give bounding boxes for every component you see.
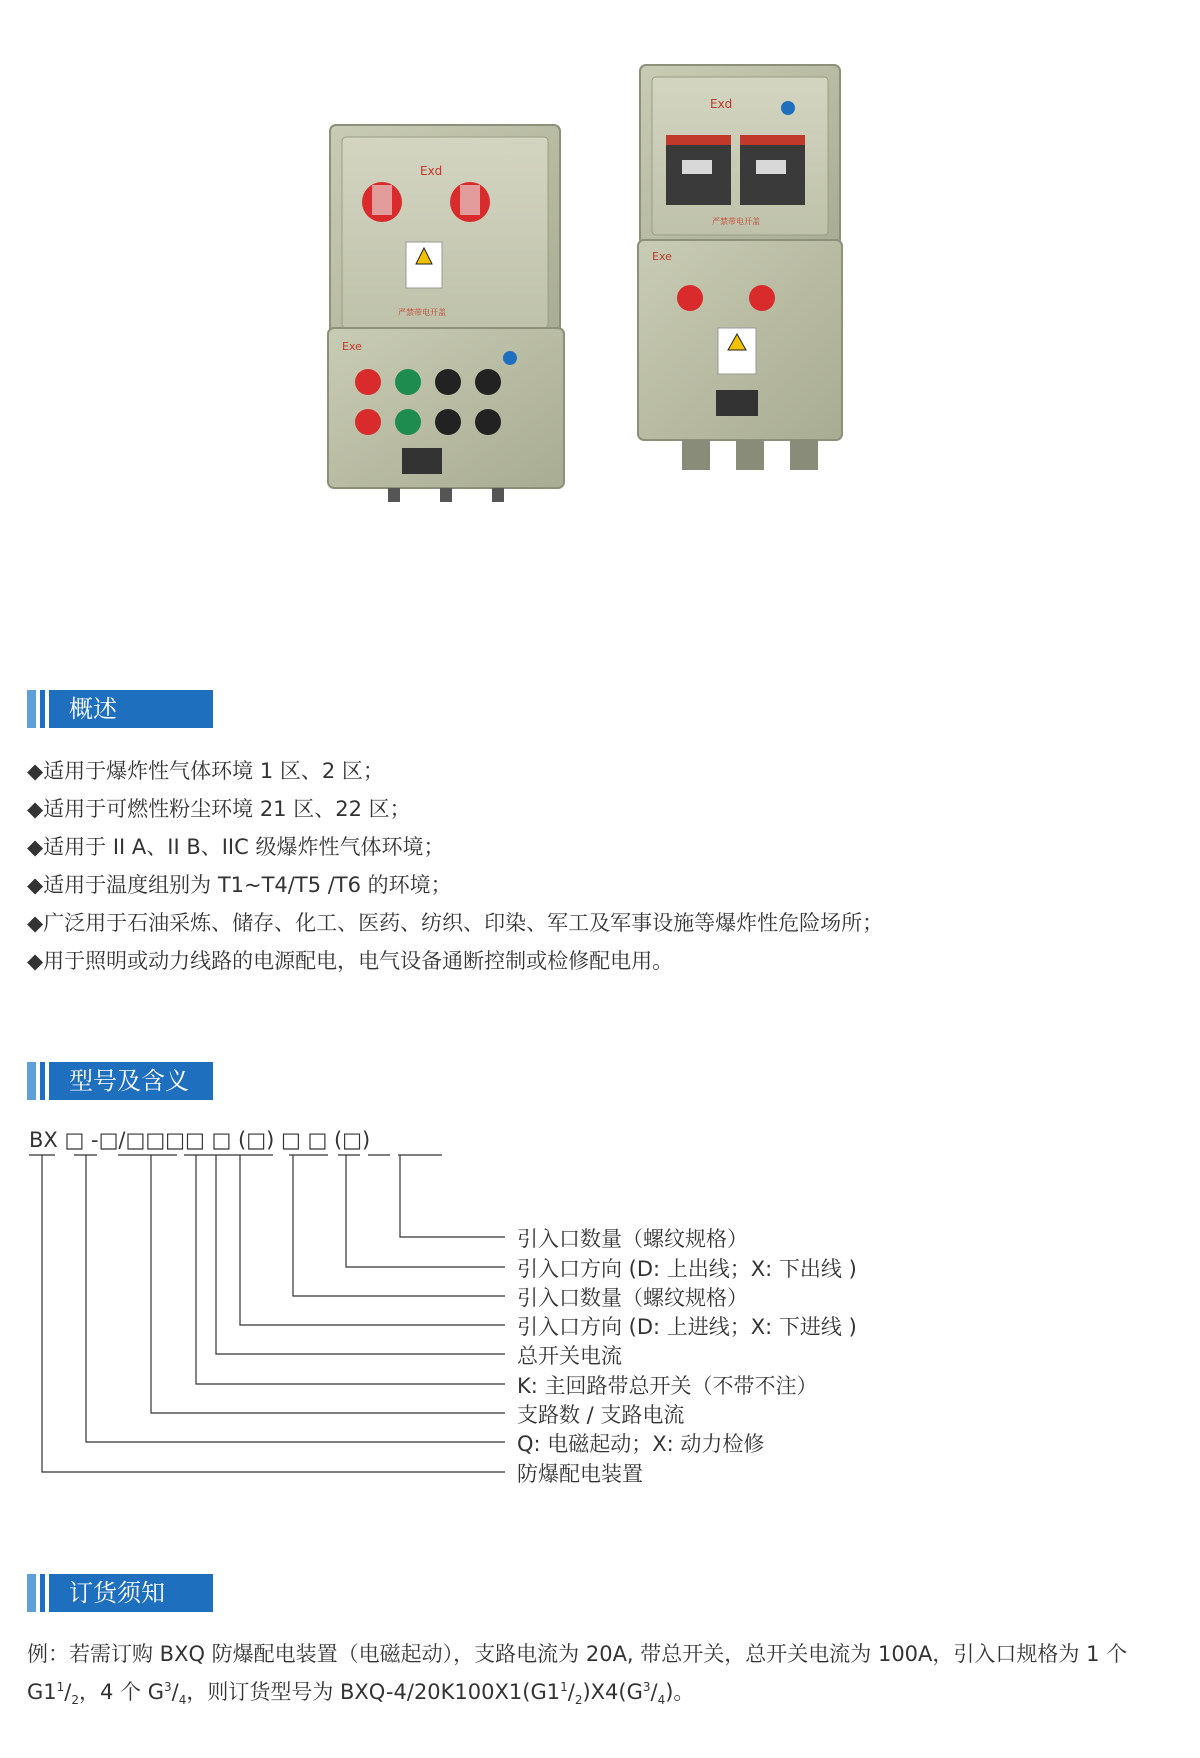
model-code: BX □ -□/□□□□ □ (□) □ □ (□) xyxy=(29,1128,371,1152)
svg-text:严禁带电开盖: 严禁带电开盖 xyxy=(712,217,760,226)
svg-text:Exd: Exd xyxy=(420,164,443,178)
svg-text:Exe: Exe xyxy=(652,250,672,263)
overview-bullet-4: ◆适用于温度组别为 T1~T4/T5 /T6 的环境； xyxy=(27,873,452,897)
svg-text:Exe: Exe xyxy=(342,340,362,353)
overview-bullet-5: ◆广泛用于石油采炼、储存、化工、医药、纺织、印染、军工及军事设施等爆炸性危险场所； xyxy=(27,911,884,935)
model-label-5: 总开关电流 xyxy=(517,1344,622,1368)
model-label-4: 引入口方向 (D: 上进线；X: 下进线 ) xyxy=(517,1315,857,1339)
model-label-6: K: 主回路带总开关（不带不注） xyxy=(517,1374,818,1398)
model-label-2: 引入口方向 (D: 上出线；X: 下出线 ) xyxy=(517,1257,857,1281)
model-label-7: 支路数 / 支路电流 xyxy=(517,1403,685,1427)
order-title: 订货须知 xyxy=(69,1579,165,1607)
svg-text:Exd: Exd xyxy=(710,97,733,111)
overview-bullet-2: ◆适用于可燃性粉尘环境 21 区、22 区； xyxy=(27,797,411,821)
overview-bullet-6: ◆用于照明或动力线路的电源配电，电气设备通断控制或检修配电用。 xyxy=(27,949,674,973)
overview-bullet-3: ◆适用于 II A、II B、IIC 级爆炸性气体环境； xyxy=(27,835,445,859)
model-label-3: 引入口数量（螺纹规格） xyxy=(517,1286,748,1310)
overview-title: 概述 xyxy=(69,695,117,723)
order-example-line-2: $G1^1/_2$，4 个 $G^3/_4$，则订货型号为 BXQ-$4/20K100X1(G1^1/_2)X4(G^3/_4)$。 xyxy=(27,1680,695,1708)
overview-bullet-1: ◆适用于爆炸性气体环境 1 区、2 区； xyxy=(27,759,384,783)
model-label-8: Q: 电磁起动；X: 动力检修 xyxy=(517,1432,765,1456)
model-label-1: 引入口数量（螺纹规格） xyxy=(517,1227,748,1251)
order-example-line-1: 例：若需订购 BXQ 防爆配电装置（电磁起动），支路电流为 20A, 带总开关，总开关电流为 100A，引入口规格为 1 个 xyxy=(27,1642,1128,1666)
order-header xyxy=(27,1574,213,1612)
svg-text:严禁带电开盖: 严禁带电开盖 xyxy=(398,308,446,317)
model-label-9: 防爆配电装置 xyxy=(517,1462,643,1486)
model-title: 型号及含义 xyxy=(69,1067,189,1095)
